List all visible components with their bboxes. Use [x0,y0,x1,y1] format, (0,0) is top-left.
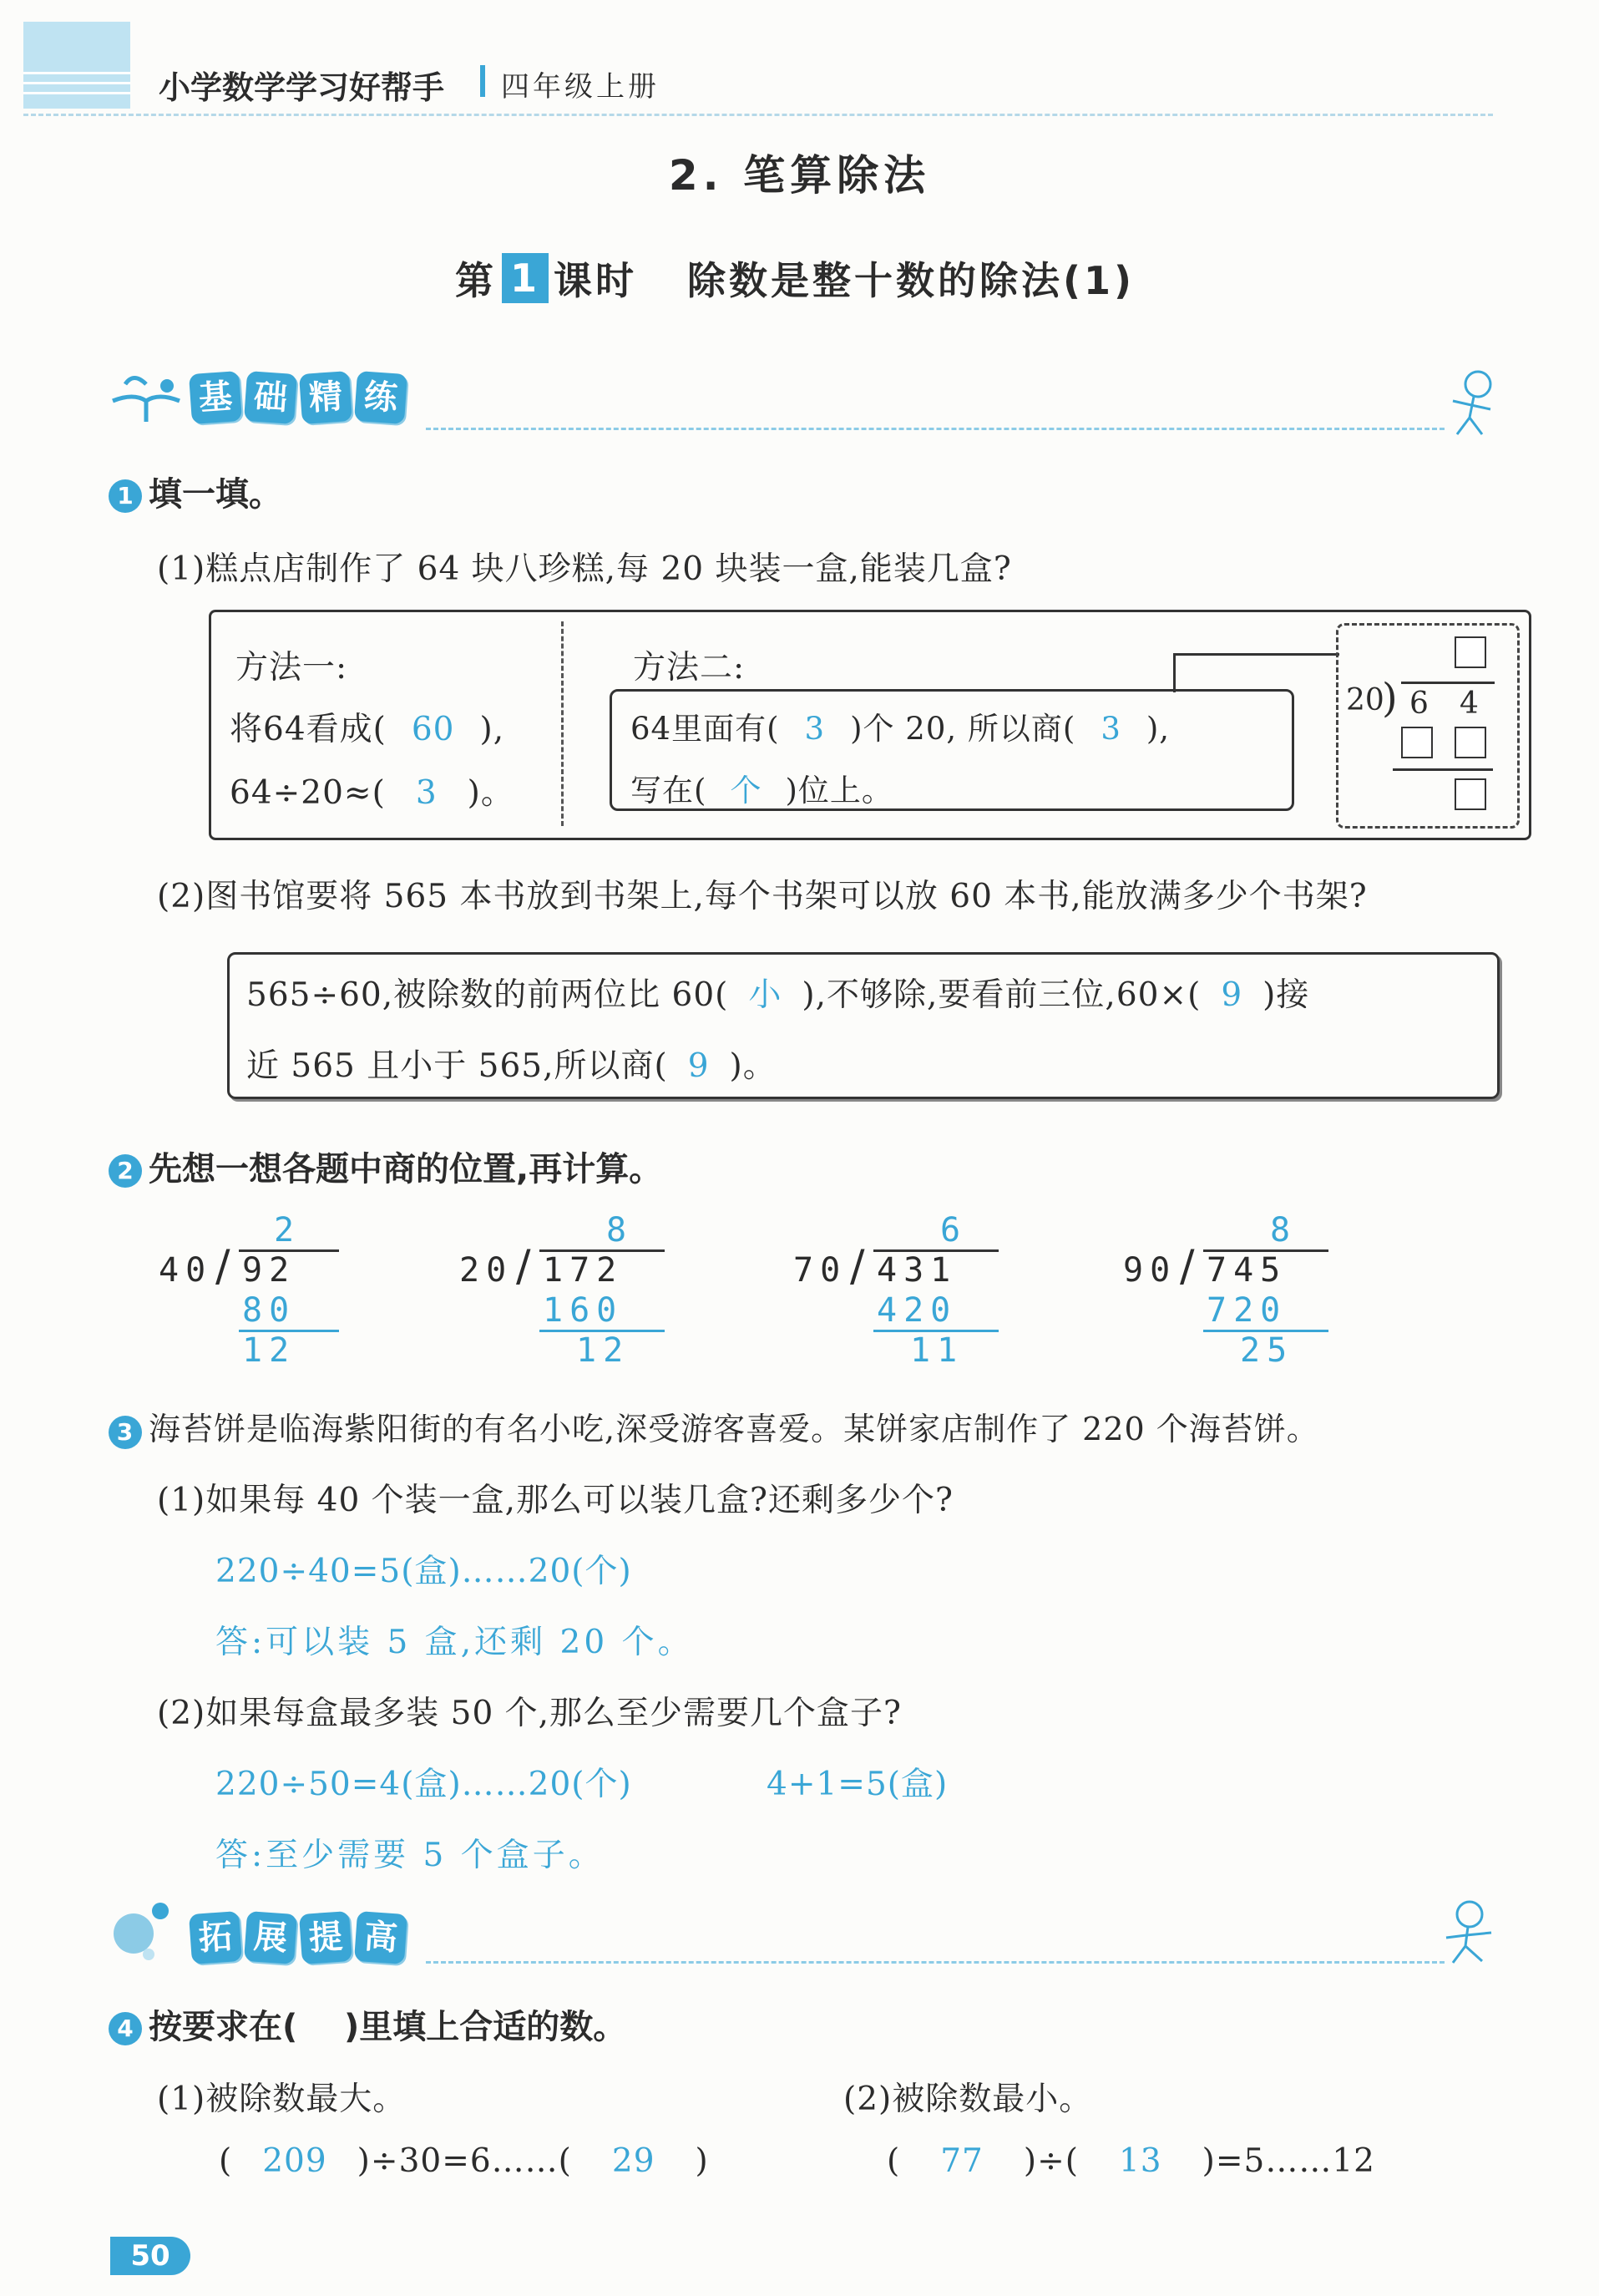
division-bracket: / [215,1241,230,1291]
banner-rule [426,428,1445,430]
lesson-title [455,251,1135,306]
lesson-prefix: 第 [455,258,497,303]
q1-part1: (1)糕点店制作了 64 块八珍糕,每 20 块装一盒,能装几盒? [157,550,1012,588]
banner-char: 展 [244,1911,297,1964]
hint-line1: 565÷60,被除数的前两位比 60( 小 ),不够除,要看前三位,60×( 9 )接 [246,976,1310,1014]
book-grade: 四年级上册 [501,70,660,104]
divisor: 20 [459,1251,514,1290]
answer: 13 [1118,2142,1162,2180]
q3-answer1: 答:可以装 5 盒,还剩 20 个。 [215,1624,694,1661]
divisor: 40 [159,1251,213,1290]
running-kid-icon [1445,367,1503,446]
banner-char: 精 [299,371,352,424]
long-division-3 [793,1211,977,1370]
header-stripe [23,82,130,84]
answer: 3 [804,711,826,747]
quotient: 8 [1270,1211,1298,1249]
division-divisor: 20 [1346,683,1384,717]
dividend: 92 [242,1251,296,1290]
header-stripe [23,92,130,94]
q3-answer2: 答:至少需要 5 个盒子。 [215,1837,605,1874]
division-bracket: / [516,1241,531,1291]
answer: 9 [687,1047,710,1085]
q3-work2: 220÷50=4(盒)……20(个) [215,1766,632,1803]
method2-line1: 64里面有( 3 )个 20, 所以商( 3 ), [630,711,1171,747]
answer: 29 [611,2142,655,2180]
q3-part1: (1)如果每 40 个装一盒,那么可以装几盒?还剩多少个? [157,1482,954,1519]
divisor: 90 [1123,1251,1177,1290]
lesson-suffix: 课时 [554,258,637,303]
blank-box[interactable] [1455,636,1486,668]
division-bar [1393,768,1493,771]
remainder: 11 [910,1331,964,1370]
q4-text: 按要求在( )里填上合适的数。 [149,2008,627,2046]
sprout-icon [109,367,184,429]
divisor: 70 [793,1251,848,1290]
q4-number: 4 [109,2012,142,2045]
lesson-name: 除数是整十数的除法(1) [687,258,1136,303]
product: 80 [242,1291,296,1330]
quotient: 8 [606,1211,634,1249]
long-division-2 [459,1211,643,1370]
long-division-4 [1123,1211,1307,1370]
answer: 209 [262,2142,327,2180]
answer: 3 [415,774,438,812]
method2-label: 方法二: [633,649,746,687]
q1-title [109,468,282,515]
section-banner-basic [190,373,411,423]
answer: 77 [940,2142,984,2180]
q3-work2b: 4+1=5(盒) [767,1766,949,1803]
answer: 3 [1101,711,1121,747]
bubbles-icon [109,1896,175,1966]
banner-char: 提 [299,1911,352,1964]
method1-line1: 将64看成( 60 ), [230,711,505,748]
dividend: 431 [877,1251,958,1290]
section-title: 2. 笔算除法 [668,151,931,200]
header-divider [480,65,485,97]
product: 420 [877,1291,958,1330]
q1-number: 1 [109,479,142,513]
method2-line2: 写在( 个 )位上。 [630,773,893,808]
q2-title [109,1143,662,1190]
quotient: 2 [274,1211,301,1249]
dividend: 745 [1207,1251,1288,1290]
q3-number: 3 [109,1416,142,1449]
banner-char: 练 [354,371,407,424]
q3-title [109,1403,1319,1449]
method1-label: 方法一: [235,649,348,687]
banner-rule [426,1961,1445,1964]
blank-box[interactable] [1455,727,1486,758]
blank-box[interactable] [1401,727,1433,758]
banner-char: 拓 [189,1911,242,1964]
banner-char: 基 [189,371,242,424]
q3-text: 海苔饼是临海紫阳街的有名小吃,深受游客喜爱。某饼家店制作了 220 个海苔饼。 [149,1411,1319,1447]
remainder: 25 [1240,1331,1294,1370]
division-frame [1336,623,1520,829]
remainder: 12 [242,1331,296,1370]
lesson-number: 1 [502,253,549,303]
answer: 60 [411,711,455,748]
q4-expr2: ( 77 )÷( 13 )=5……12 [887,2142,1375,2180]
division-digit: 6 [1409,687,1429,721]
division-bracket: ) [1382,675,1398,722]
q3-work1: 220÷40=5(盒)……20(个) [215,1553,632,1590]
division-bracket: / [850,1241,865,1291]
section-banner-extend [190,1913,411,1963]
page-number: 50 [110,2237,190,2275]
banner-char: 高 [354,1911,407,1964]
book-title: 小学数学学习好帮手 [159,69,445,106]
method1-line2: 64÷20≈( 3 )。 [230,774,514,812]
q4-title [109,2000,626,2048]
methods-divider [561,621,564,826]
division-bracket: / [1180,1241,1195,1291]
q2-number: 2 [109,1154,142,1188]
q1-text: 填一填。 [149,475,282,514]
running-kid-icon [1436,1896,1503,1974]
product: 720 [1207,1291,1288,1330]
banner-char: 础 [244,371,297,424]
blank-box[interactable] [1455,778,1486,810]
dividend: 172 [543,1251,624,1290]
q1-part2: (2)图书馆要将 565 本书放到书架上,每个书架可以放 60 本书,能放满多少个书架? [157,878,1368,915]
q4-part1: (1)被除数最大。 [157,2081,407,2118]
q4-part2: (2)被除数最小。 [843,2081,1093,2118]
remainder: 12 [576,1331,630,1370]
header-stripe [23,72,130,74]
header-rule [23,114,1493,116]
q4-expr1: ( 209 )÷30=6……( 29 ) [219,2142,709,2180]
answer: 个 [730,773,762,808]
answer: 9 [1221,976,1243,1014]
division-digit: 4 [1460,687,1479,721]
connector-line [1173,653,1339,692]
long-division-1 [159,1211,342,1370]
hint-line2: 近 565 且小于 565,所以商( 9 )。 [246,1047,777,1085]
answer: 小 [748,976,782,1014]
quotient: 6 [940,1211,968,1249]
product: 160 [543,1291,624,1330]
q2-text: 先想一想各题中商的位置,再计算。 [149,1150,663,1189]
header-tab [23,22,130,109]
q3-part2: (2)如果每盒最多装 50 个,那么至少需要几个盒子? [157,1695,902,1732]
division-bar [1401,682,1495,684]
